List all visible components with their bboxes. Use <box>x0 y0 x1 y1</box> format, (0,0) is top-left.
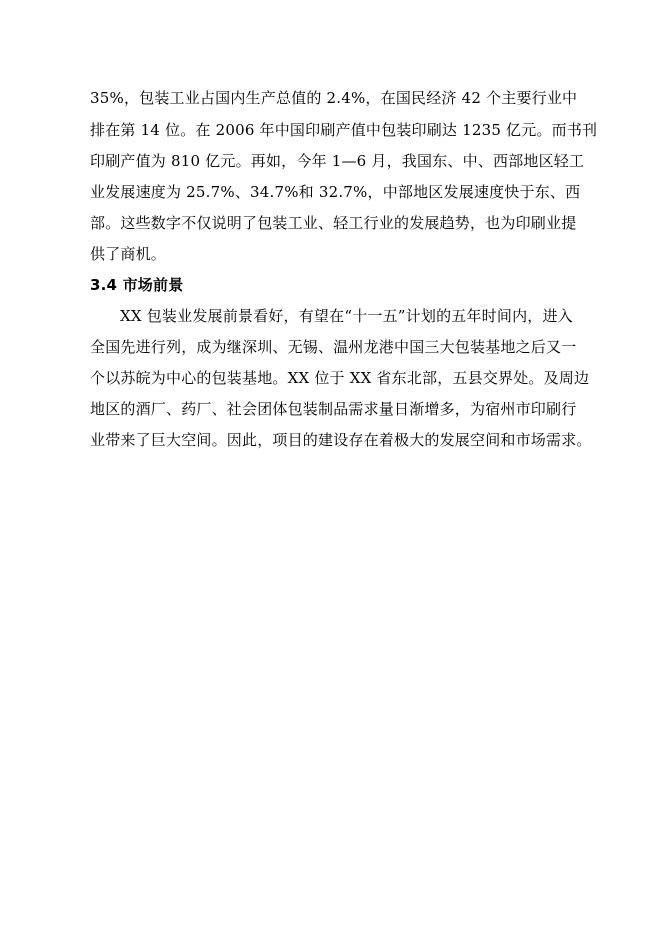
paragraph-2-line-4: 地区的酒厂、药厂、社会团体包装制品需求量日渐增多，为宿州市印刷行 <box>90 400 577 418</box>
paragraph-2-line-5: 业带来了巨大空间。因此，项目的建设存在着极大的发展空间和市场需求。 <box>90 431 592 449</box>
paragraph-2-line-1: XX 包装业发展前景看好，有望在“十一五”计划的五年时间内，进入 <box>120 307 573 325</box>
paragraph-2-line-2: 全国先进行列，成为继深圳、无锡、温州龙港中国三大包装基地之后又一 <box>90 338 577 356</box>
paragraph-1-line-1: 35%，包装工业占国内生产总值的 2.4%，在国民经济 42 个主要行业中 <box>90 89 578 107</box>
paragraph-1-line-3: 印刷产值为 810 亿元。再如，今年 1—6 月，我国东、中、西部地区轻工 <box>90 152 585 170</box>
paragraph-1-line-6: 供了商机。 <box>90 245 167 263</box>
paragraph-1-line-2: 排在第 14 位。在 2006 年中国印刷产值中包装印刷达 1235 亿元。而书刊 <box>90 121 598 139</box>
paragraph-1-line-4: 业发展速度为 25.7%、34.7%和 32.7%，中部地区发展速度快于东、西 <box>90 183 581 201</box>
paragraph-1-line-5: 部。这些数字不仅说明了包装工业、轻工行业的发展趋势，也为印刷业提 <box>90 214 577 232</box>
section-heading: 3.4 市场前景 <box>90 276 184 294</box>
paragraph-2-line-3: 个以苏皖为中心的包装基地。XX 位于 XX 省东北部，五县交界处。及周边 <box>90 369 590 387</box>
